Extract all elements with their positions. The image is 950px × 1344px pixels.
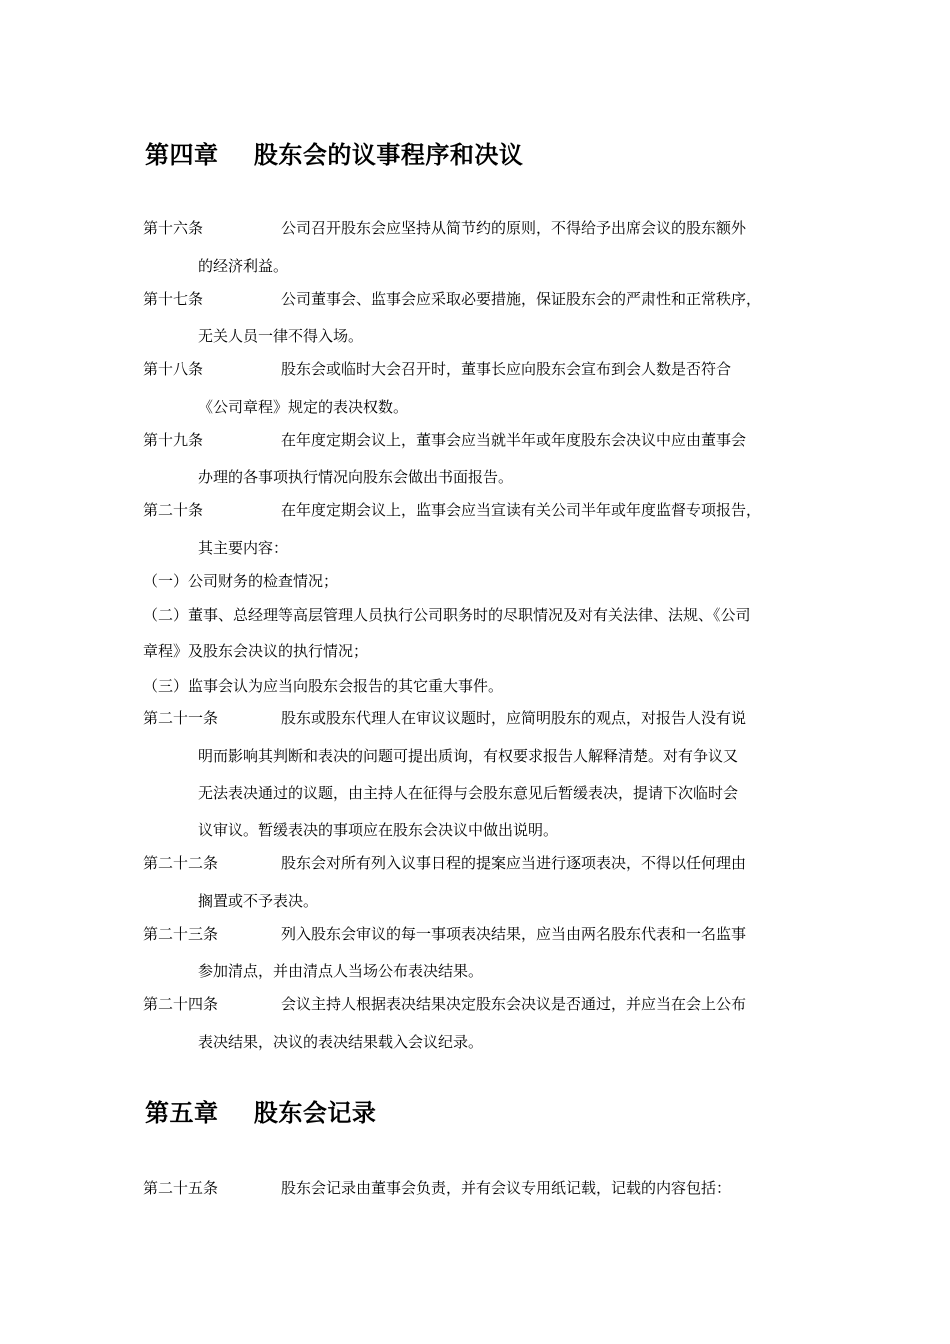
article-24-text: 会议主持人根据表决结果决定股东会决议是否通过，并应当在会上公布 <box>281 995 747 1013</box>
article-20-continuation: 其主要内容： <box>198 539 289 557</box>
article-19-text: 在年度定期会议上，董事会应当就半年或年度股东会决议中应由董事会 <box>281 431 747 449</box>
article-22-number: 第二十二条 <box>143 854 219 872</box>
article-24-number: 第二十四条 <box>143 995 219 1013</box>
article-23-number: 第二十三条 <box>143 925 219 943</box>
article-23-continuation: 参加清点，并由清点人当场公布表决结果。 <box>198 962 484 980</box>
article-22-text: 股东会对所有列入议事日程的提案应当进行逐项表决，不得以任何理由 <box>281 854 747 872</box>
article-16-number: 第十六条 <box>143 219 204 237</box>
chapter-5-heading: 第五章 股东会记录 <box>145 1099 377 1127</box>
article-20-text: 在年度定期会议上，监事会应当宣读有关公司半年或年度监督专项报告， <box>281 501 762 519</box>
article-21-continuation: 明而影响其判断和表决的问题可提出质询，有权要求报告人解释清楚。对有争议又 <box>198 747 739 765</box>
list-item: （三）监事会认为应当向股东会报告的其它重大事件。 <box>143 677 504 695</box>
article-19-continuation: 办理的各事项执行情况向股东会做出书面报告。 <box>198 468 514 486</box>
article-21-text: 股东或股东代理人在审议议题时，应简明股东的观点，对报告人没有说 <box>281 709 747 727</box>
article-25-number: 第二十五条 <box>143 1179 219 1197</box>
list-item: （一）公司财务的检查情况； <box>143 572 339 590</box>
article-19-number: 第十九条 <box>143 431 204 449</box>
article-23-text: 列入股东会审议的每一事项表决结果，应当由两名股东代表和一名监事 <box>281 925 747 943</box>
article-16-continuation: 的经济利益。 <box>198 257 289 275</box>
list-item: （二）董事、总经理等高层管理人员执行公司职务时的尽职情况及对有关法律、法规、《公司 <box>143 606 751 624</box>
article-21-continuation: 议审议。暂缓表决的事项应在股东会决议中做出说明。 <box>198 821 559 839</box>
article-18-text: 股东会或临时大会召开时，董事长应向股东会宣布到会人数是否符合 <box>281 360 732 378</box>
article-25-text: 股东会记录由董事会负责，并有会议专用纸记载，记载的内容包括： <box>281 1179 732 1197</box>
article-24-continuation: 表决结果，决议的表决结果载入会议纪录。 <box>198 1033 484 1051</box>
list-item-continuation: 章程》及股东会决议的执行情况； <box>143 642 369 660</box>
article-21-continuation: 无法表决通过的议题，由主持人在征得与会股东意见后暂缓表决，提请下次临时会 <box>198 784 739 802</box>
article-20-number: 第二十条 <box>143 501 204 519</box>
article-17-continuation: 无关人员一律不得入场。 <box>198 327 364 345</box>
article-21-number: 第二十一条 <box>143 709 219 727</box>
article-16-text: 公司召开股东会应坚持从简节约的原则，不得给予出席会议的股东额外 <box>281 219 747 237</box>
article-17-number: 第十七条 <box>143 290 204 308</box>
article-17-text: 公司董事会、监事会应采取必要措施，保证股东会的严肃性和正常秩序， <box>281 290 762 308</box>
article-18-continuation: 《公司章程》规定的表决权数。 <box>198 398 409 416</box>
article-22-continuation: 搁置或不予表决。 <box>198 892 319 910</box>
article-18-number: 第十八条 <box>143 360 204 378</box>
chapter-4-heading: 第四章 股东会的议事程序和决议 <box>145 141 524 169</box>
